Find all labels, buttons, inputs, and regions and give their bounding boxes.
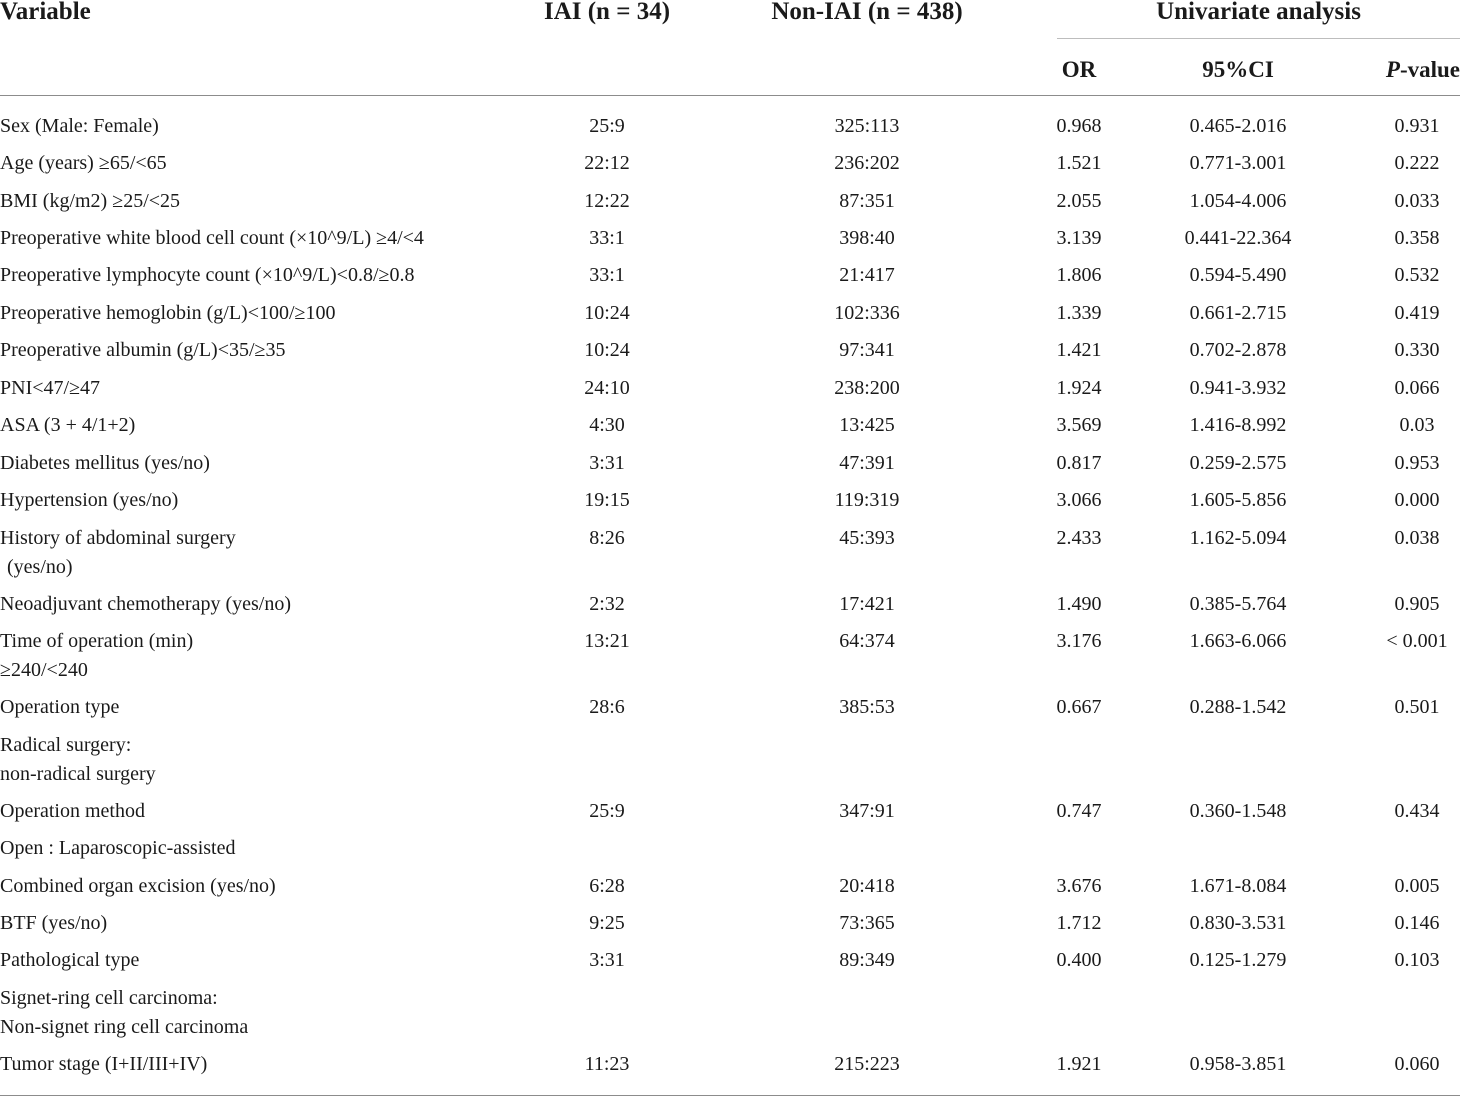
p-value-cell: 0.005 [1394, 875, 1440, 897]
table-row [0, 1049, 1460, 1079]
variable-cell: Operation method [0, 800, 145, 822]
ci-cell: 0.661-2.715 [1189, 302, 1287, 324]
table-row [0, 759, 1460, 789]
table-row [0, 796, 1460, 826]
or-cell: 3.176 [1056, 630, 1102, 652]
header-variable: Variable [0, 0, 91, 25]
variable-cell: Hypertension (yes/no) [0, 489, 179, 511]
table-row [0, 552, 1460, 582]
variable-cell: ASA (3 + 4/1+2) [0, 414, 136, 436]
table-row [0, 692, 1460, 722]
p-value-cell: 0.222 [1394, 152, 1440, 174]
header-95ci: 95%CI [1202, 57, 1274, 82]
header-or: OR [1061, 57, 1097, 82]
variable-cell: Preoperative hemoglobin (g/L)<100/≥100 [0, 302, 336, 324]
p-value-cell: 0.905 [1394, 593, 1440, 615]
variable-cell: (yes/no) [7, 556, 73, 578]
table-row [0, 335, 1460, 365]
or-cell: 3.139 [1056, 227, 1102, 249]
table-row [0, 111, 1460, 141]
p-value-cell: 0.434 [1394, 800, 1440, 822]
non-iai-cell: 238:200 [834, 377, 900, 399]
ci-cell: 0.771-3.001 [1189, 152, 1287, 174]
table-row [0, 1012, 1460, 1042]
ci-cell: 0.830-3.531 [1189, 912, 1287, 934]
or-cell: 0.817 [1056, 452, 1102, 474]
non-iai-cell: 73:365 [839, 912, 895, 934]
non-iai-cell: 20:418 [839, 875, 895, 897]
or-cell: 1.924 [1056, 377, 1102, 399]
or-cell: 0.747 [1056, 800, 1102, 822]
variable-cell: ≥240/<240 [0, 659, 88, 681]
table-row [0, 186, 1460, 216]
or-cell: 3.676 [1056, 875, 1102, 897]
non-iai-cell: 47:391 [839, 452, 895, 474]
non-iai-cell: 398:40 [839, 227, 895, 249]
or-cell: 1.806 [1056, 264, 1102, 286]
table-row [0, 730, 1460, 760]
table-row [0, 908, 1460, 938]
table-row [0, 148, 1460, 178]
ci-cell: 0.594-5.490 [1189, 264, 1287, 286]
variable-cell: Preoperative lymphocyte count (×10^9/L)<0.8/≥0.8 [0, 264, 415, 286]
univariate-subheader-rule [1057, 38, 1460, 39]
or-cell: 1.421 [1056, 339, 1102, 361]
ci-cell: 0.125-1.279 [1189, 949, 1287, 971]
variable-cell: Tumor stage (I+II/III+IV) [0, 1053, 208, 1075]
p-value-cell: 0.103 [1394, 949, 1440, 971]
non-iai-cell: 45:393 [839, 527, 895, 549]
ci-cell: 0.702-2.878 [1189, 339, 1287, 361]
non-iai-cell: 119:319 [834, 489, 900, 511]
variable-cell: Sex (Male: Female) [0, 115, 159, 137]
p-value-cell: 0.330 [1394, 339, 1440, 361]
iai-cell: 6:28 [589, 875, 625, 897]
ci-cell: 0.958-3.851 [1189, 1053, 1287, 1075]
non-iai-cell: 89:349 [839, 949, 895, 971]
iai-cell: 13:21 [584, 630, 630, 652]
non-iai-cell: 97:341 [839, 339, 895, 361]
non-iai-cell: 325:113 [834, 115, 900, 137]
p-value-cell: 0.060 [1394, 1053, 1440, 1075]
or-cell: 1.521 [1056, 152, 1102, 174]
table-row [0, 260, 1460, 290]
header-p-rest: -value [1399, 57, 1460, 82]
or-cell: 2.433 [1056, 527, 1102, 549]
iai-cell: 2:32 [589, 593, 625, 615]
p-value-cell: 0.033 [1394, 190, 1440, 212]
variable-cell: Preoperative white blood cell count (×10^9/L) ≥4/<4 [0, 227, 424, 249]
ci-cell: 1.162-5.094 [1189, 527, 1287, 549]
ci-cell: 0.360-1.548 [1189, 800, 1287, 822]
variable-cell: Radical surgery: [0, 734, 132, 756]
ci-cell: 1.671-8.084 [1189, 875, 1287, 897]
non-iai-cell: 347:91 [839, 800, 895, 822]
non-iai-cell: 87:351 [839, 190, 895, 212]
p-value-cell: 0.000 [1394, 489, 1440, 511]
header-p-italic: P [1385, 57, 1400, 82]
header-univariate-analysis: Univariate analysis [1156, 0, 1361, 25]
p-value-cell: 0.501 [1394, 696, 1440, 718]
variable-cell: Pathological type [0, 949, 140, 971]
p-value-cell: 0.532 [1394, 264, 1440, 286]
non-iai-cell: 64:374 [839, 630, 895, 652]
table-row [0, 655, 1460, 685]
ci-cell: 1.605-5.856 [1189, 489, 1287, 511]
iai-cell: 10:24 [584, 339, 630, 361]
or-cell: 1.339 [1056, 302, 1102, 324]
table-row [0, 448, 1460, 478]
variable-cell: non-radical surgery [0, 763, 156, 785]
non-iai-cell: 17:421 [839, 593, 895, 615]
p-value-cell: 0.953 [1394, 452, 1440, 474]
p-value-cell: < 0.001 [1386, 630, 1448, 652]
table-row [0, 223, 1460, 253]
or-cell: 1.921 [1056, 1053, 1102, 1075]
variable-cell: Non-signet ring cell carcinoma [0, 1016, 249, 1038]
table-row [0, 945, 1460, 975]
variable-cell: Time of operation (min) [0, 630, 194, 652]
header-p-value [1360, 57, 1460, 83]
or-cell: 3.066 [1056, 489, 1102, 511]
iai-cell: 11:23 [584, 1053, 630, 1075]
or-cell: 1.712 [1056, 912, 1102, 934]
iai-cell: 25:9 [589, 115, 625, 137]
iai-cell: 4:30 [589, 414, 625, 436]
ci-cell: 0.385-5.764 [1189, 593, 1287, 615]
table-bottom-rule [0, 1095, 1460, 1096]
non-iai-cell: 236:202 [834, 152, 900, 174]
iai-cell: 28:6 [589, 696, 625, 718]
iai-cell: 33:1 [589, 264, 625, 286]
or-cell: 0.968 [1056, 115, 1102, 137]
ci-cell: 1.416-8.992 [1189, 414, 1287, 436]
variable-cell: Age (years) ≥65/<65 [0, 152, 167, 174]
table-row [0, 589, 1460, 619]
p-value-cell: 0.038 [1394, 527, 1440, 549]
non-iai-cell: 385:53 [839, 696, 895, 718]
iai-cell: 19:15 [584, 489, 630, 511]
non-iai-cell: 21:417 [839, 264, 895, 286]
variable-cell: Diabetes mellitus (yes/no) [0, 452, 210, 474]
non-iai-cell: 102:336 [834, 302, 900, 324]
iai-cell: 24:10 [584, 377, 630, 399]
table-row [0, 410, 1460, 440]
variable-cell: Operation type [0, 696, 120, 718]
non-iai-cell: 13:425 [839, 414, 895, 436]
iai-cell: 3:31 [589, 949, 625, 971]
variable-cell: Neoadjuvant chemotherapy (yes/no) [0, 593, 292, 615]
variable-cell: BMI (kg/m2) ≥25/<25 [0, 190, 181, 212]
table-row [0, 298, 1460, 328]
table-row [0, 523, 1460, 553]
ci-cell: 0.465-2.016 [1189, 115, 1287, 137]
p-value-cell: 0.931 [1394, 115, 1440, 137]
variable-cell: Preoperative albumin (g/L)<35/≥35 [0, 339, 286, 361]
iai-cell: 3:31 [589, 452, 625, 474]
p-value-cell: 0.358 [1394, 227, 1440, 249]
or-cell: 1.490 [1056, 593, 1102, 615]
table-row [0, 626, 1460, 656]
header-iai: IAI (n = 34) [543, 0, 671, 25]
p-value-cell: 0.146 [1394, 912, 1440, 934]
table-row [0, 983, 1460, 1013]
variable-cell: PNI<47/≥47 [0, 377, 101, 399]
table-row [0, 833, 1460, 863]
ci-cell: 0.288-1.542 [1189, 696, 1287, 718]
iai-cell: 25:9 [589, 800, 625, 822]
ci-cell: 0.941-3.932 [1189, 377, 1287, 399]
p-value-cell: 0.419 [1394, 302, 1440, 324]
ci-cell: 0.441-22.364 [1184, 227, 1292, 249]
iai-cell: 12:22 [584, 190, 630, 212]
iai-cell: 22:12 [584, 152, 630, 174]
or-cell: 0.400 [1056, 949, 1102, 971]
variable-cell: BTF (yes/no) [0, 912, 108, 934]
ci-cell: 1.054-4.006 [1189, 190, 1287, 212]
iai-cell: 8:26 [589, 527, 625, 549]
non-iai-cell: 215:223 [834, 1053, 900, 1075]
header-bottom-rule [0, 95, 1460, 96]
iai-cell: 10:24 [584, 302, 630, 324]
variable-cell: History of abdominal surgery [0, 527, 236, 549]
iai-cell: 9:25 [589, 912, 625, 934]
p-value-cell: 0.066 [1394, 377, 1440, 399]
table-row [0, 373, 1460, 403]
table-row [0, 871, 1460, 901]
or-cell: 2.055 [1056, 190, 1102, 212]
iai-cell: 33:1 [589, 227, 625, 249]
table-row [0, 485, 1460, 515]
or-cell: 3.569 [1056, 414, 1102, 436]
ci-cell: 1.663-6.066 [1189, 630, 1287, 652]
variable-cell: Open : Laparoscopic-assisted [0, 837, 236, 859]
variable-cell: Combined organ excision (yes/no) [0, 875, 276, 897]
variable-cell: Signet-ring cell carcinoma: [0, 987, 218, 1009]
or-cell: 0.667 [1056, 696, 1102, 718]
p-value-cell: 0.03 [1399, 414, 1435, 436]
ci-cell: 0.259-2.575 [1189, 452, 1287, 474]
header-non-iai: Non-IAI (n = 438) [771, 0, 963, 25]
